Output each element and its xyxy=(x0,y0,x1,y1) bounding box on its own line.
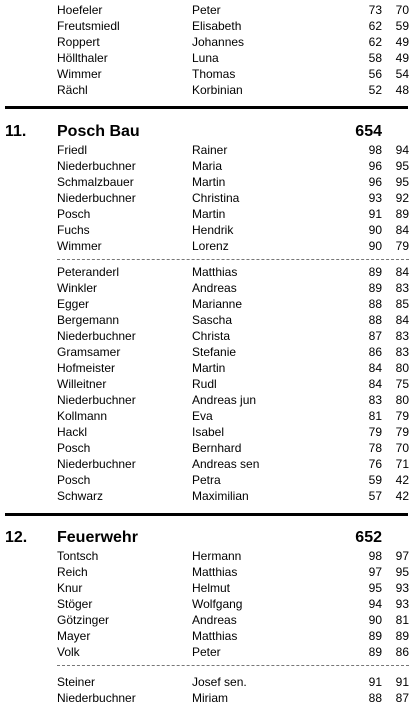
dashed-separator xyxy=(57,665,409,666)
first-name: Andreas jun xyxy=(192,393,257,407)
first-name: Peter xyxy=(192,645,221,659)
last-name: Niederbuchner xyxy=(57,329,136,343)
score-2: 84 xyxy=(395,265,409,279)
participant-row xyxy=(0,2,415,18)
score-1: 83 xyxy=(368,393,382,407)
first-name: Sascha xyxy=(192,313,233,327)
participant-row xyxy=(0,580,415,596)
first-name: Maximilian xyxy=(192,489,249,503)
score-1: 91 xyxy=(368,207,382,221)
participant-row xyxy=(0,548,415,564)
score-2: 85 xyxy=(395,297,409,311)
participant-row xyxy=(0,440,415,456)
score-1: 89 xyxy=(368,265,382,279)
score-2: 59 xyxy=(395,19,409,33)
first-name: Rainer xyxy=(192,143,228,157)
last-name: Fuchs xyxy=(57,223,90,237)
first-name: Hermann xyxy=(192,549,242,563)
score-2: 93 xyxy=(395,597,409,611)
first-name: Johannes xyxy=(192,35,245,49)
score-2: 79 xyxy=(395,425,409,439)
last-name: Tontsch xyxy=(57,549,99,563)
last-name: Friedl xyxy=(57,143,88,157)
participant-row xyxy=(0,190,415,206)
last-name: Schwarz xyxy=(57,489,104,503)
last-name: Freutsmiedl xyxy=(57,19,120,33)
score-1: 88 xyxy=(368,297,382,311)
score-2: 84 xyxy=(395,313,409,327)
score-2: 95 xyxy=(395,159,409,173)
participant-row xyxy=(0,344,415,360)
last-name: Winkler xyxy=(57,281,98,295)
score-1: 90 xyxy=(368,613,382,627)
team-header xyxy=(0,121,415,143)
score-2: 48 xyxy=(395,83,409,97)
first-name: Bernhard xyxy=(192,441,242,455)
first-name: Andreas xyxy=(192,613,237,627)
score-1: 78 xyxy=(368,441,382,455)
score-2: 89 xyxy=(395,629,409,643)
dashed-separator xyxy=(57,259,409,260)
participant-row xyxy=(0,456,415,472)
score-2: 71 xyxy=(395,457,409,471)
participant-row xyxy=(0,280,415,296)
participant-row xyxy=(0,296,415,312)
first-name: Elisabeth xyxy=(192,19,242,33)
first-name: Luna xyxy=(192,51,219,65)
participant-row xyxy=(0,628,415,644)
score-2: 89 xyxy=(395,207,409,221)
first-name: Korbinian xyxy=(192,83,243,97)
score-2: 80 xyxy=(395,393,409,407)
score-1: 98 xyxy=(368,549,382,563)
score-2: 94 xyxy=(395,143,409,157)
last-name: Peteranderl xyxy=(57,265,120,279)
score-1: 62 xyxy=(368,19,382,33)
first-name: Matthias xyxy=(192,265,238,279)
participant-row xyxy=(0,34,415,50)
first-name: Stefanie xyxy=(192,345,237,359)
first-name: Josef sen. xyxy=(192,675,247,689)
participant-row xyxy=(0,472,415,488)
score-2: 91 xyxy=(395,675,409,689)
last-name: Wimmer xyxy=(57,67,102,81)
last-name: Niederbuchner xyxy=(57,457,136,471)
first-name: Isabel xyxy=(192,425,225,439)
participant-row xyxy=(0,222,415,238)
last-name: Volk xyxy=(57,645,80,659)
score-1: 79 xyxy=(368,425,382,439)
score-1: 62 xyxy=(368,35,382,49)
score-2: 86 xyxy=(395,645,409,659)
score-2: 42 xyxy=(395,489,409,503)
participant-row xyxy=(0,674,415,690)
last-name: Stöger xyxy=(57,597,93,611)
participant-row xyxy=(0,82,415,98)
team-total: 652 xyxy=(355,529,382,546)
first-name: Eva xyxy=(192,409,213,423)
last-name: Hackl xyxy=(57,425,88,439)
first-name: Peter xyxy=(192,3,221,17)
participant-row xyxy=(0,66,415,82)
first-name: Martin xyxy=(192,207,226,221)
score-2: 87 xyxy=(395,691,409,705)
participant-row xyxy=(0,360,415,376)
participant-row xyxy=(0,564,415,580)
participant-row xyxy=(0,392,415,408)
score-2: 42 xyxy=(395,473,409,487)
participant-row xyxy=(0,596,415,612)
score-2: 75 xyxy=(395,377,409,391)
score-1: 56 xyxy=(368,67,382,81)
score-2: 81 xyxy=(395,613,409,627)
participant-row xyxy=(0,238,415,254)
score-2: 93 xyxy=(395,581,409,595)
last-name: Hofmeister xyxy=(57,361,116,375)
last-name: Hoefeler xyxy=(57,3,103,17)
team-name: Posch Bau xyxy=(57,123,140,140)
section-divider xyxy=(5,513,408,516)
participant-row xyxy=(0,488,415,504)
first-name: Rudl xyxy=(192,377,217,391)
last-name: Höllthaler xyxy=(57,51,108,65)
score-2: 92 xyxy=(395,191,409,205)
score-1: 57 xyxy=(368,489,382,503)
score-1: 73 xyxy=(368,3,382,17)
first-name: Marianne xyxy=(192,297,243,311)
first-name: Petra xyxy=(192,473,221,487)
last-name: Niederbuchner xyxy=(57,691,136,705)
score-2: 70 xyxy=(395,441,409,455)
score-1: 59 xyxy=(368,473,382,487)
first-name: Wolfgang xyxy=(192,597,243,611)
score-2: 83 xyxy=(395,329,409,343)
last-name: Gramsamer xyxy=(57,345,121,359)
team-rank: 12. xyxy=(5,529,28,546)
score-2: 95 xyxy=(395,175,409,189)
first-name: Christina xyxy=(192,191,240,205)
last-name: Bergemann xyxy=(57,313,120,327)
score-2: 97 xyxy=(395,549,409,563)
score-2: 79 xyxy=(395,409,409,423)
last-name: Steiner xyxy=(57,675,96,689)
participant-row xyxy=(0,408,415,424)
last-name: Schmalzbauer xyxy=(57,175,134,189)
score-1: 89 xyxy=(368,629,382,643)
score-1: 96 xyxy=(368,175,382,189)
participant-row xyxy=(0,50,415,66)
score-1: 84 xyxy=(368,361,382,375)
last-name: Roppert xyxy=(57,35,100,49)
score-1: 89 xyxy=(368,645,382,659)
score-2: 49 xyxy=(395,35,409,49)
first-name: Helmut xyxy=(192,581,231,595)
score-2: 84 xyxy=(395,223,409,237)
score-2: 83 xyxy=(395,345,409,359)
score-1: 95 xyxy=(368,581,382,595)
last-name: Wimmer xyxy=(57,239,102,253)
score-2: 49 xyxy=(395,51,409,65)
participant-row xyxy=(0,424,415,440)
score-2: 80 xyxy=(395,361,409,375)
first-name: Matthias xyxy=(192,629,238,643)
section-divider xyxy=(5,106,408,109)
last-name: Egger xyxy=(57,297,90,311)
score-1: 86 xyxy=(368,345,382,359)
score-1: 87 xyxy=(368,329,382,343)
score-2: 83 xyxy=(395,281,409,295)
last-name: Posch xyxy=(57,441,91,455)
participant-row xyxy=(0,142,415,158)
team-total: 654 xyxy=(355,123,382,140)
team-name: Feuerwehr xyxy=(57,529,138,546)
score-1: 88 xyxy=(368,691,382,705)
score-1: 88 xyxy=(368,313,382,327)
first-name: Martin xyxy=(192,361,226,375)
participant-row xyxy=(0,612,415,628)
score-1: 98 xyxy=(368,143,382,157)
last-name: Knur xyxy=(57,581,83,595)
first-name: Lorenz xyxy=(192,239,229,253)
score-1: 90 xyxy=(368,223,382,237)
last-name: Götzinger xyxy=(57,613,110,627)
participant-row xyxy=(0,328,415,344)
score-1: 81 xyxy=(368,409,382,423)
last-name: Niederbuchner xyxy=(57,191,136,205)
participant-row xyxy=(0,18,415,34)
last-name: Niederbuchner xyxy=(57,393,136,407)
score-1: 52 xyxy=(368,83,382,97)
score-1: 89 xyxy=(368,281,382,295)
participant-row xyxy=(0,206,415,222)
participant-row xyxy=(0,264,415,280)
score-1: 91 xyxy=(368,675,382,689)
score-2: 95 xyxy=(395,565,409,579)
team-header xyxy=(0,527,415,549)
participant-row xyxy=(0,644,415,660)
score-2: 70 xyxy=(395,3,409,17)
last-name: Rächl xyxy=(57,83,88,97)
first-name: Maria xyxy=(192,159,223,173)
score-1: 93 xyxy=(368,191,382,205)
score-1: 96 xyxy=(368,159,382,173)
score-1: 84 xyxy=(368,377,382,391)
last-name: Posch xyxy=(57,207,91,221)
first-name: Andreas sen xyxy=(192,457,260,471)
last-name: Reich xyxy=(57,565,88,579)
first-name: Miriam xyxy=(192,691,228,705)
score-2: 54 xyxy=(395,67,409,81)
last-name: Kollmann xyxy=(57,409,108,423)
participant-row xyxy=(0,158,415,174)
participant-row xyxy=(0,690,415,706)
score-1: 58 xyxy=(368,51,382,65)
last-name: Niederbuchner xyxy=(57,159,136,173)
last-name: Willeitner xyxy=(57,377,107,391)
first-name: Martin xyxy=(192,175,226,189)
participant-row xyxy=(0,376,415,392)
first-name: Thomas xyxy=(192,67,236,81)
team-rank: 11. xyxy=(5,123,27,140)
first-name: Hendrik xyxy=(192,223,234,237)
participant-row xyxy=(0,174,415,190)
last-name: Posch xyxy=(57,473,91,487)
score-1: 76 xyxy=(368,457,382,471)
last-name: Mayer xyxy=(57,629,91,643)
first-name: Matthias xyxy=(192,565,238,579)
first-name: Andreas xyxy=(192,281,237,295)
participant-row xyxy=(0,312,415,328)
score-1: 90 xyxy=(368,239,382,253)
score-2: 79 xyxy=(395,239,409,253)
score-1: 97 xyxy=(368,565,382,579)
first-name: Christa xyxy=(192,329,231,343)
score-1: 94 xyxy=(368,597,382,611)
